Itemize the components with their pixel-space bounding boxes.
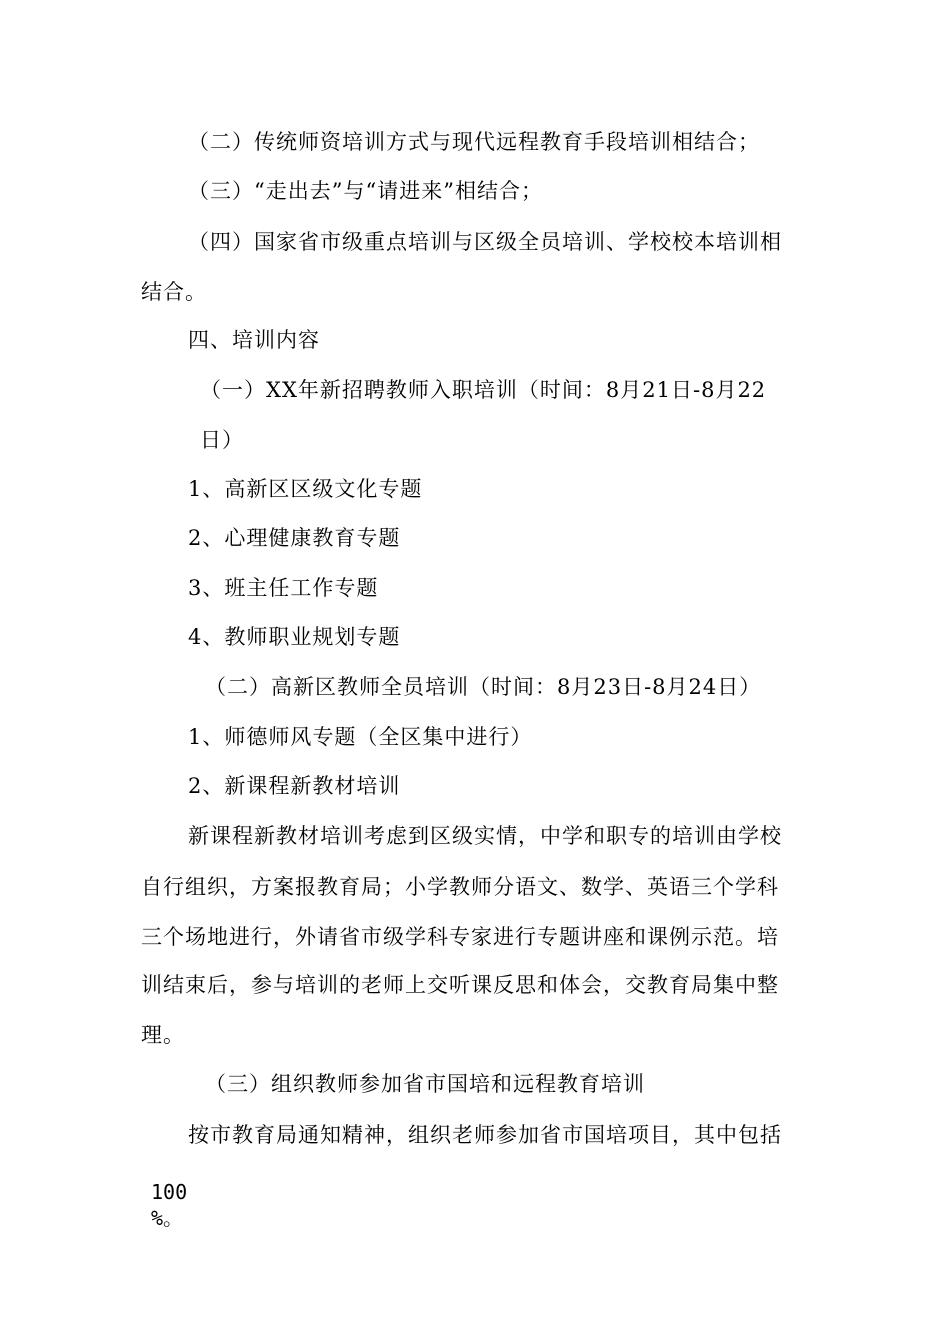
paragraph-line-5: 理。: [141, 1023, 185, 1047]
text-line-3: （四）国家省市级重点培训与区级全员培训、学校校本培训相: [188, 230, 782, 254]
paragraph-line-1: 新课程新教材培训考虑到区级实情，中学和职专的培训由学校: [188, 824, 782, 848]
text-line-6: （一）XX年新招聘教师入职培训（时间：8月21日-8月22: [200, 378, 767, 402]
list-item-5: 1、师德师风专题（全区集中进行）: [188, 725, 533, 749]
text-line-7: 日）: [200, 428, 244, 452]
list-item-4: 4、教师职业规划专题: [188, 625, 401, 649]
text-line-2: （三）“走出去”与“请进来”相结合；: [188, 179, 543, 203]
text-line-4: 结合。: [141, 280, 207, 304]
paragraph-line-3: 三个场地进行，外请省市级学科专家进行专题讲座和课例示范。培: [141, 925, 779, 949]
paragraph-line-6: 按市教育局通知精神，组织老师参加省市国培项目，其中包括: [188, 1123, 782, 1147]
text-line-1: （二）传统师资培训方式与现代远程教育手段培训相结合；: [188, 130, 760, 154]
text-line-20: （三）组织教师参加省市国培和远程教育培训: [205, 1072, 645, 1096]
text-number: 100: [151, 1180, 188, 1204]
list-item-2: 2、心理健康教育专题: [188, 526, 401, 550]
section-heading: 四、培训内容: [188, 328, 320, 352]
paragraph-line-4: 训结束后，参与培训的老师上交听课反思和体会，交教育局集中整: [141, 973, 779, 997]
list-item-6: 2、新课程新教材培训: [188, 774, 401, 798]
text-percent: %。: [151, 1206, 184, 1230]
list-item-1: 1、高新区区级文化专题: [188, 477, 423, 501]
paragraph-line-2: 自行组织，方案报教育局；小学教师分语文、数学、英语三个学科: [141, 875, 779, 899]
text-line-12: （二）高新区教师全员培训（时间：8月23日-8月24日）: [205, 675, 762, 699]
list-item-3: 3、班主任工作专题: [188, 576, 379, 600]
